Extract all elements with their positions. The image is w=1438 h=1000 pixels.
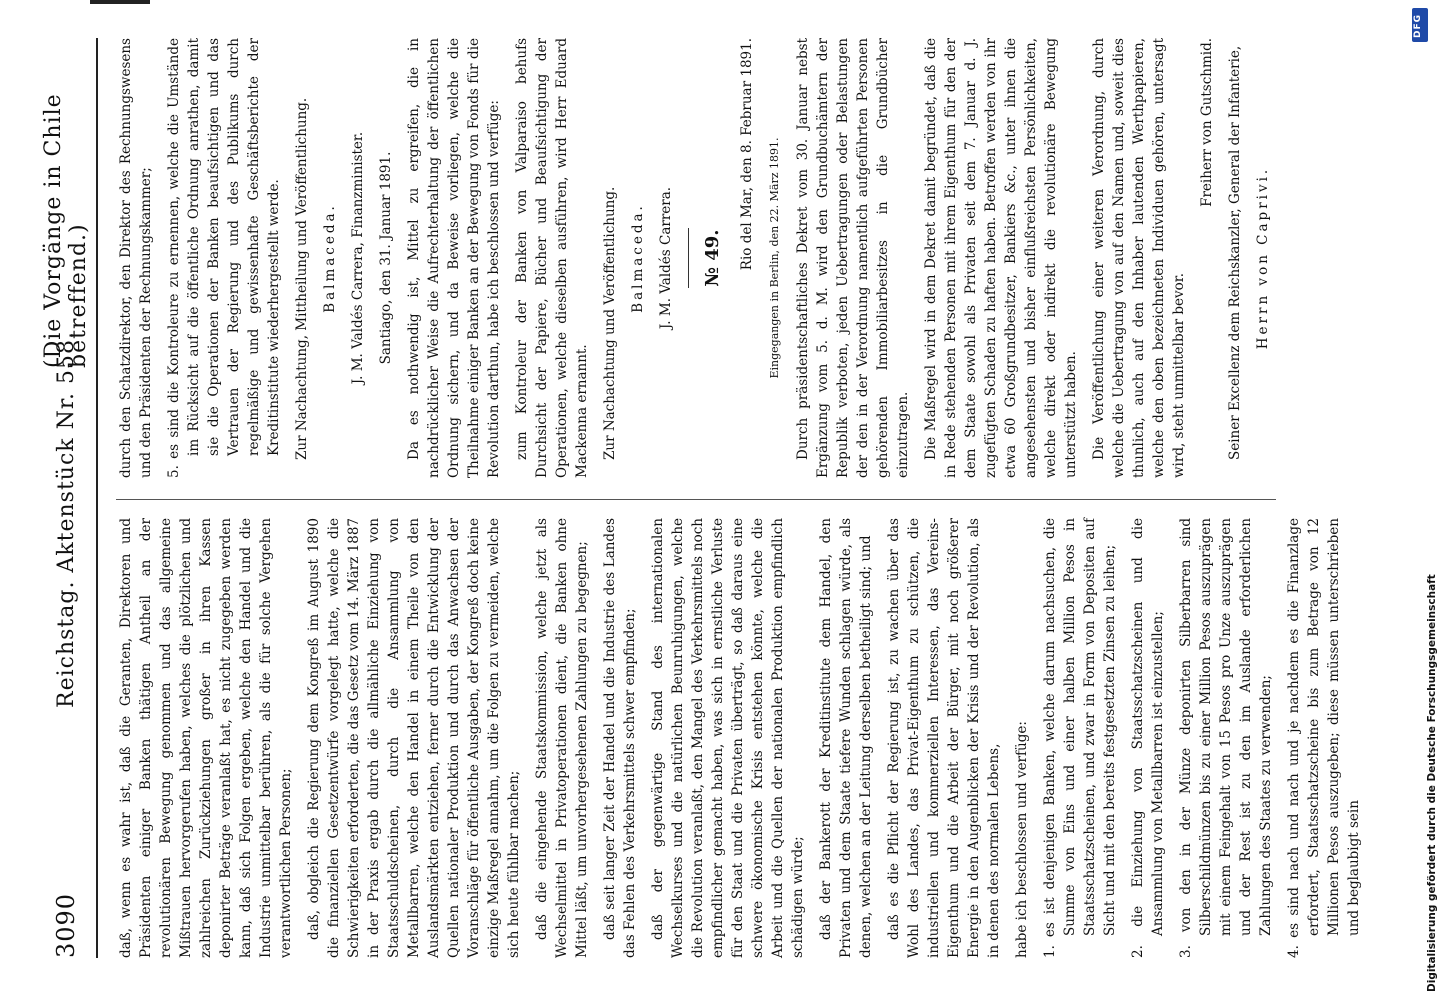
paragraph: durch den Schatzdirektor, den Direktor des Rechnungswesens und den Präsidenten der Rechnungskammer; (118, 38, 154, 478)
place-date: Rio del Mar, den 8. Februar 1891. (739, 38, 755, 271)
signature: J. M. Valdés Carrera. (658, 186, 674, 330)
paragraph: Da es nothwendig ist, Mittel zu ergreifen, die in nachdrücklicher Weise die Aufrechterhaltung der öffentlichen Ordnung sichern, und da Beweise vorliegen, welche die Theilnahme einiger Banken an der Bewegung von Fonds für die Revolution darthun, habe ich beschlossen und verfüge: (406, 38, 502, 478)
running-head-subject: (Die Vorgänge in Chile betreffend.) (41, 93, 91, 368)
paragraph: daß der gegenwärtige Stand des internationalen Wechselkurses und die natürlichen Beunruhigungen, welche die Revolution veranlaßt, den Mangel des Verkehrsmittels noch empfindlicher gemacht haben, was sich in ernstliche Verluste für den Staat und die Privaten überträgt, so daß daraus eine schwere ökonomische Krisis entstehen könnte, welche die Arbeit und die Quellen der nationalen Produktion empfindlich schädigen würde; (650, 518, 806, 958)
paragraph: Durch präsidentschaftliches Dekret vom 30. Januar nebst Ergänzung vom 5. d. M. wird den Grundbuchämtern der Republik verboten, jeden Uebertragungen oder Belastungen der den in der Verordnung namentlich aufgeführten Personen gehörenden Immobiliarbesitzes in die Grundbücher einzutragen. (795, 38, 911, 478)
closing-line: Zur Nachachtung, Mittheilung und Veröffentlichung. (294, 97, 310, 460)
paragraph: Die Veröffentlichung einer weiteren Verordnung, durch welche die Uebertragung von auf den Namen und, soweit dies thunlich, auch auf den Inhaber lautenden Werthpapieren, welche den oben bezeichneten Individuen gehören, untersagt wird, steht unmittelbar bevor. (1091, 38, 1187, 478)
paragraph: zum Kontroleur der Banken von Valparaiso behufs Durchsicht der Papiere, Bücher und Beaufsichtigung der Operationen, welche dieselben ausführen, wird Herr Eduard Mackenna ernannt. (514, 38, 590, 478)
addressee: Herrn von Caprivi. (1255, 166, 1271, 350)
signature: J. M. Valdés Carrera, Finanzminister. (350, 131, 366, 385)
paragraph: daß, obgleich die Regierung dem Kongreß im August 1890 die finanziellen Gesetzentwürfe vorgelegt hatte, welche die Schwierigkeiten erforderten, die das Gesetz vom 14. März 1887 in der Praxis ergab durch die allmähliche Einziehung von Staatsschuldscheinen, durch die Ansammlung von Metallbarren, welche den Handel in einem Theile von den Auslandsmärkten entziehen, ferner durch die Entwicklung der Quellen nationaler Produktion und durch das Anwachsen der Voranschläge für öffentliche Ausgaben, der Kongreß doch keine einzige Maßregel annahm, um die Folgen zu vermeiden, welche sich heute fühlbar machen; (306, 518, 522, 958)
running-head (41, 38, 91, 958)
paragraph: daß die eingehende Staatskommission, welche jetzt als Wechselmittel in Privatoperationen dient, die Banken ohne Mittel läßt, um unvorhergesehenen Zahlungen zu begegnen; (534, 518, 590, 958)
separator-rule (688, 228, 689, 288)
paragraph: habe ich beschlossen und verfüge: (1014, 721, 1030, 958)
document-number: № 49. (702, 229, 723, 287)
decree-item: 5. es sind die Kontroleure zu ernennen, welche die Umstände im Rücksicht auf die öffentliche Ordnung anrathen, damit sie die Operationen der Banken beaufsichtigen und das Vertrauen der Regierung und des Publikums durch regelmäßige und gewissenhafte Geschäftsberichte der Kreditinstitute wiederhergestellt werde. (166, 38, 282, 478)
scan-edge-mark (90, 0, 150, 4)
paragraph: daß es die Pflicht der Regierung ist, zu wachen über das Wohl des Landes, das Privat-Eigenthum zu schützen, die industriellen und kommerziellen Interessen, das Vereins-Eigenthum und die Arbeit der Bürger, mit noch größerer Energie in den Augenblicken der Krisis und der Revolution, als in denen des normalen Lebens, (886, 518, 1002, 958)
column-divider (116, 499, 1276, 500)
header-rule (96, 38, 98, 958)
signature: Balmaceda. (322, 203, 338, 313)
right-column (116, 38, 1281, 478)
left-column (116, 518, 1372, 958)
dfg-notice: Digitalisierung gefördert durch die Deutsche Forschungsgemeinschaft (1426, 574, 1438, 992)
place-date: Santiago, den 31. Januar 1891. (378, 151, 394, 365)
signature: Freiherr von Gutschmid. (1199, 38, 1215, 207)
received-note: Eingegangen in Berlin, den 22. März 1891. (768, 137, 781, 379)
running-head-title: Reichstag. Aktenstück Nr. 558. (53, 331, 79, 708)
decree-item: 2. die Einziehung von Staatsschatzscheinen und die Ansammlung von Metallbarren ist einzustellen; (1130, 518, 1166, 958)
dfg-logo (1412, 8, 1428, 42)
decree-item: 3. von den in der Münze deponirten Silberbarren sind Silberschildmünzen bis zu einer Million Pesos auszuprägen mit einem Feingehalt von 15 Pesos pro Unze auszuprägen und der Rest ist zu den im Auslande erforderlichen Zahlungen des Staates zu verwenden; (1178, 518, 1274, 958)
paragraph: daß der Bankerott der Kreditinstitute dem Handel, den Privaten und dem Staate tiefere Wunden schlagen würde, als denen, welchen an der Leitung derselben betheiligt sind; und (818, 518, 874, 958)
dfg-logo-text: DFG (1413, 13, 1423, 38)
paragraph: daß, wenn es wahr ist, daß die Geranten, Direktoren und Präsidenten einiger Banken thätigen Antheil an der revolutionären Bewegung genommen und das allgemeine Mißtrauen hervorgerufen haben, welches die plötzlichen und zahlreichen Zurückziehungen großer in ihren Kassen deponirter Beträge veranlaßt hat, es nicht zugegeben werden kann, daß sich Folgen ergeben, welche den Handel und die Industrie unmittelbar berühren, als die für solche Vergehen verantwortlichen Personen; (118, 518, 294, 958)
rotated-document-page (26, 18, 1406, 978)
decree-item: 4. es sind nach und nach und je nachdem es die Finanzlage erfordert, Staatsschatzscheine bis zum Betrage von 12 Millionen Pesos auszugeben; diese müssen unterschrieben und beglaubigt sein (1286, 518, 1362, 958)
paragraph: daß seit langer Zeit der Handel und die Industrie des Landes das Fehlen des Verkehrsmittels schwer empfinden; (602, 518, 638, 958)
decree-item: 1. es ist denjenigen Banken, welche darum nachsuchen, die Summe von Eins und einer halben Million Pesos in Staatsschatzscheinen, und zwar in Form von Depositen auf Sicht und mit den bereits festgesetzten Zinsen zu leihen; (1042, 518, 1118, 958)
paragraph: Die Maßregel wird in dem Dekret damit begründet, daß die in Rede stehenden Personen mit ihrem Eigenthum für den der dem Staate sowohl als Privaten seit dem 7. Januar d. J. zugefügten Schaden zu haften haben. Betroffen werden von ihr etwa 60 Großgrundbesitzer, Bankiers &c., unter ihnen die angesehensten und bisher einflußreichsten Persönlichkeiten, welche direkt oder indirekt die revolutionäre Bewegung unterstützt haben. (923, 38, 1079, 478)
closing-line: Zur Nachachtung und Veröffentlichung. (602, 186, 618, 460)
signature: Balmaceda. (630, 203, 646, 313)
addressee: Seiner Excellenz dem Reichskanzler, General der Infanterie, (1227, 45, 1243, 460)
page-number: 3090 (52, 892, 80, 958)
